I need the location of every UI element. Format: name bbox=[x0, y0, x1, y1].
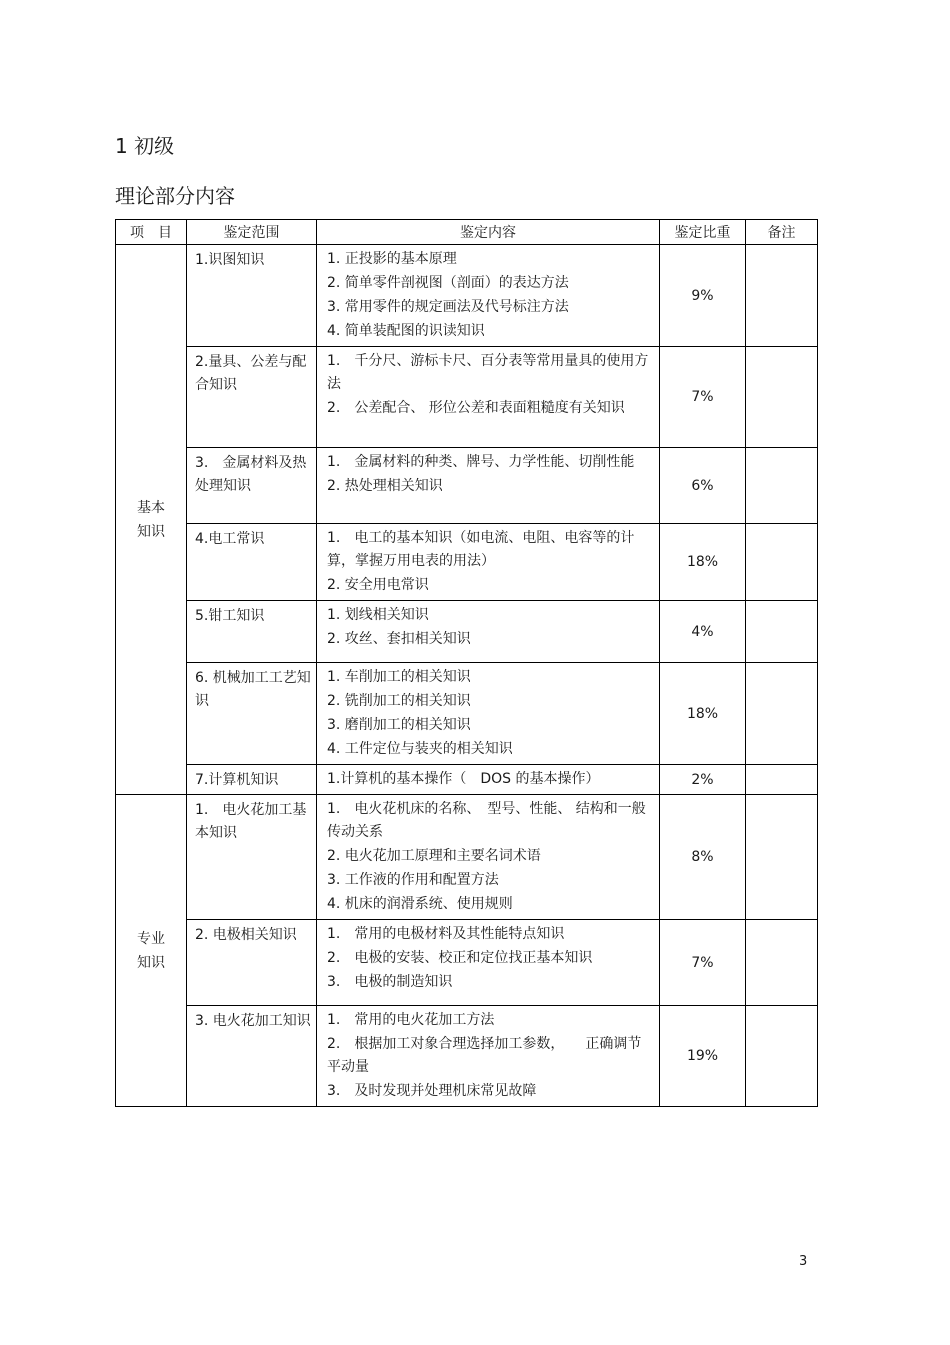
content-cell bbox=[317, 245, 660, 347]
content-line: 3. 及时发现并处理机床常见故障 bbox=[327, 1083, 537, 1099]
weight-cell: 4% bbox=[660, 601, 746, 663]
note-cell bbox=[746, 663, 818, 765]
content-line: 2. 简单零件剖视图（剖面）的表达方法 bbox=[327, 275, 569, 291]
weight-cell: 2% bbox=[660, 765, 746, 795]
content-cell bbox=[317, 663, 660, 765]
weight-cell: 19% bbox=[660, 1006, 746, 1107]
content-line: 2. 根据加工对象合理选择加工参数， 正确调节平动量 bbox=[327, 1036, 642, 1075]
weight-cell: 7% bbox=[660, 347, 746, 448]
content-cell bbox=[317, 1006, 660, 1107]
content-line: 2. 安全用电常识 bbox=[327, 577, 429, 593]
scope-cell: 2. 电极相关知识 bbox=[187, 920, 317, 1006]
weight-cell: 8% bbox=[660, 795, 746, 920]
category-cell: 专业 知识 bbox=[116, 795, 187, 1107]
weight-cell: 7% bbox=[660, 920, 746, 1006]
content-line: 1. 电工的基本知识（如电流、电阻、电容等的计算，掌握万用电表的用法） bbox=[327, 530, 635, 569]
content-line: 2. 攻丝、套扣相关知识 bbox=[327, 631, 471, 647]
category-cell: 基本 知识 bbox=[116, 245, 187, 795]
header-content: 鉴定内容 bbox=[317, 220, 660, 245]
scope-cell: 4.电工常识 bbox=[187, 524, 317, 601]
content-cell bbox=[317, 795, 660, 920]
content-line: 1. 常用的电极材料及其性能特点知识 bbox=[327, 926, 565, 942]
content-line: 1.计算机的基本操作（ DOS 的基本操作） bbox=[327, 771, 600, 787]
note-cell bbox=[746, 601, 818, 663]
header-weight: 鉴定比重 bbox=[660, 220, 746, 245]
content-line: 2. 电极的安装、校正和定位找正基本知识 bbox=[327, 950, 593, 966]
note-cell bbox=[746, 245, 818, 347]
table-row bbox=[116, 347, 818, 448]
content-line: 1. 千分尺、游标卡尺、百分表等常用量具的使用方法 bbox=[327, 353, 649, 392]
note-cell bbox=[746, 795, 818, 920]
note-cell bbox=[746, 920, 818, 1006]
note-cell bbox=[746, 765, 818, 795]
header-item: 项 目 bbox=[116, 220, 187, 245]
content-cell bbox=[317, 920, 660, 1006]
scope-cell: 3. 金属材料及热处理知识 bbox=[187, 448, 317, 524]
weight-cell: 6% bbox=[660, 448, 746, 524]
content-line: 1. 电火花机床的名称、 型号、性能、 结构和一般传动关系 bbox=[327, 801, 646, 840]
content-cell bbox=[317, 524, 660, 601]
scope-cell: 1.识图知识 bbox=[187, 245, 317, 347]
scope-cell: 6. 机械加工工艺知识 bbox=[187, 663, 317, 765]
table-row bbox=[116, 524, 818, 601]
content-cell bbox=[317, 347, 660, 448]
content-line: 2. 铣削加工的相关知识 bbox=[327, 693, 471, 709]
content-line: 1. 正投影的基本原理 bbox=[327, 251, 457, 267]
table-row bbox=[116, 765, 818, 795]
note-cell bbox=[746, 524, 818, 601]
table-row bbox=[116, 663, 818, 765]
table-row bbox=[116, 920, 818, 1006]
content-line: 1. 金属材料的种类、牌号、力学性能、切削性能 bbox=[327, 454, 635, 470]
content-line: 4. 工件定位与装夹的相关知识 bbox=[327, 741, 513, 757]
scope-cell: 2.量具、公差与配合知识 bbox=[187, 347, 317, 448]
assessment-table bbox=[115, 219, 818, 1107]
note-cell bbox=[746, 1006, 818, 1107]
table-row bbox=[116, 448, 818, 524]
content-line: 2. 电火花加工原理和主要名词术语 bbox=[327, 848, 541, 864]
content-line: 3. 工作液的作用和配置方法 bbox=[327, 872, 499, 888]
content-line: 1. 常用的电火花加工方法 bbox=[327, 1012, 495, 1028]
content-line: 1. 车削加工的相关知识 bbox=[327, 669, 471, 685]
content-cell bbox=[317, 448, 660, 524]
scope-cell: 3. 电火花加工知识 bbox=[187, 1006, 317, 1107]
table-row bbox=[116, 601, 818, 663]
section-heading: 1 初级 bbox=[115, 134, 175, 158]
table-header-row bbox=[116, 220, 818, 245]
content-line: 3. 常用零件的规定画法及代号标注方法 bbox=[327, 299, 569, 315]
content-cell bbox=[317, 765, 660, 795]
scope-cell: 5.钳工知识 bbox=[187, 601, 317, 663]
content-line: 4. 机床的润滑系统、使用规则 bbox=[327, 896, 513, 912]
weight-cell: 18% bbox=[660, 663, 746, 765]
header-note: 备注 bbox=[746, 220, 818, 245]
content-line: 2. 公差配合、 形位公差和表面粗糙度有关知识 bbox=[327, 400, 625, 416]
content-line: 3. 磨削加工的相关知识 bbox=[327, 717, 471, 733]
scope-cell: 7.计算机知识 bbox=[187, 765, 317, 795]
content-cell bbox=[317, 601, 660, 663]
note-cell bbox=[746, 448, 818, 524]
weight-cell: 9% bbox=[660, 245, 746, 347]
header-scope: 鉴定范围 bbox=[187, 220, 317, 245]
table-row bbox=[116, 795, 818, 920]
section-subheading: 理论部分内容 bbox=[115, 184, 235, 208]
page-number: 3 bbox=[799, 1254, 808, 1269]
note-cell bbox=[746, 347, 818, 448]
content-line: 2. 热处理相关知识 bbox=[327, 478, 443, 494]
table-row bbox=[116, 245, 818, 347]
content-line: 3. 电极的制造知识 bbox=[327, 974, 453, 990]
content-line: 1. 划线相关知识 bbox=[327, 607, 429, 623]
scope-cell: 1. 电火花加工基本知识 bbox=[187, 795, 317, 920]
weight-cell: 18% bbox=[660, 524, 746, 601]
table-row bbox=[116, 1006, 818, 1107]
content-line: 4. 简单装配图的识读知识 bbox=[327, 323, 485, 339]
